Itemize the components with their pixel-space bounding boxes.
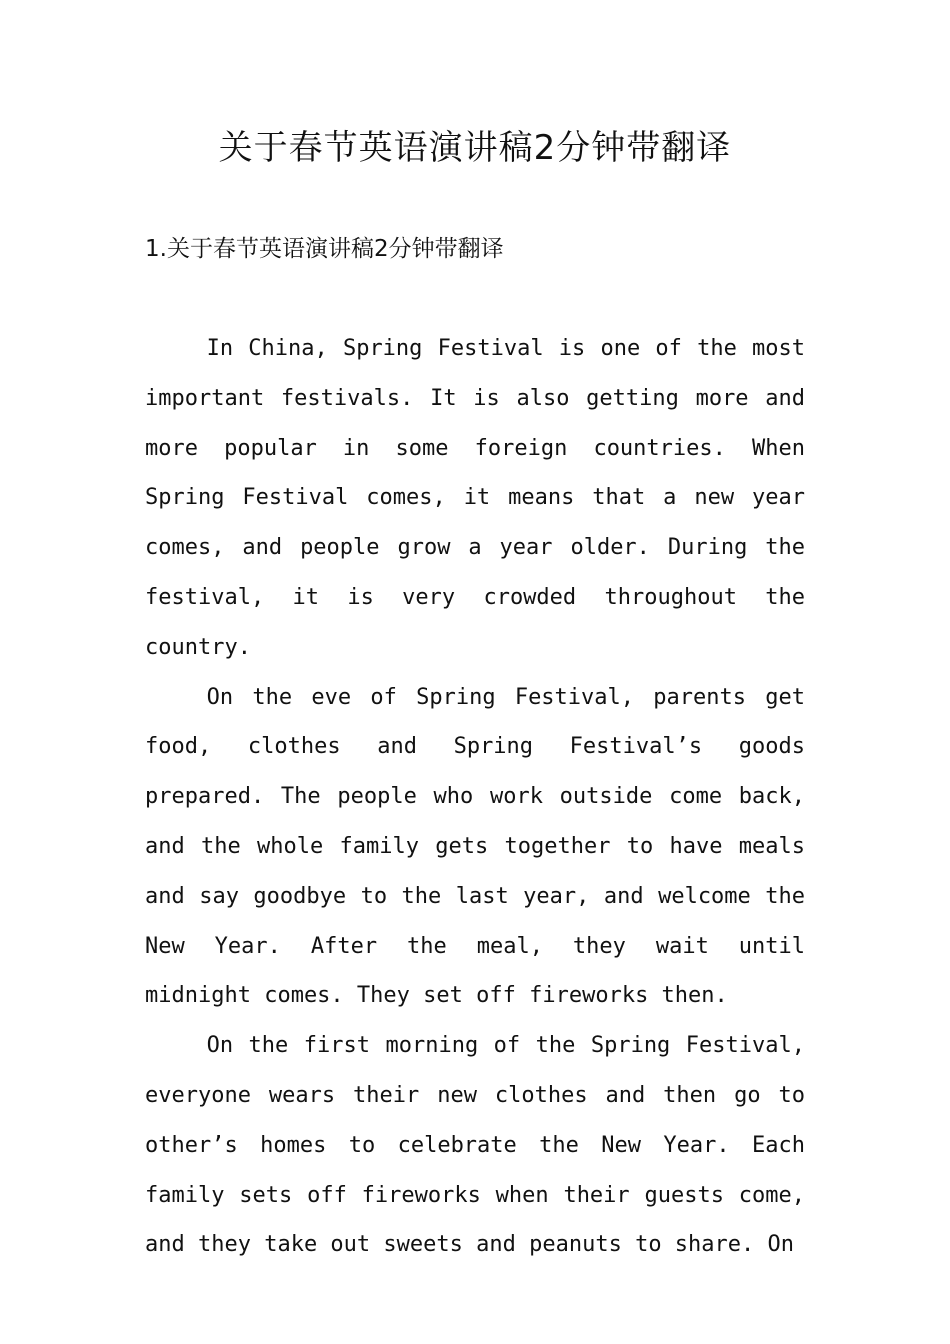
paragraph: On the eve of Spring Festival, parents get food, clothes and Spring Festival’s goods prepared. The people who work outside come back, and the whole family gets together to have meals and say goodbye to the last year, and welcome the New Year. After the meal, they wait until midnight comes. They set off fireworks then. [145, 684, 805, 1009]
section-heading: 1.关于春节英语演讲稿2分钟带翻译 [145, 236, 504, 262]
paragraph: On the first morning of the Spring Festival, everyone wears their new clothes and then go to other’s homes to celebrate the New Year. Each family sets off fireworks when their guests come, and they take out sweets and peanuts to share. On [145, 1033, 805, 1258]
document-title: 关于春节英语演讲稿2分钟带翻译 [218, 128, 732, 168]
document-body [145, 324, 805, 1270]
paragraph: In China, Spring Festival is one of the most important festivals. It is also getting more and more popular in some foreign countries. When Spring Festival comes, it means that a new year comes, and people grow a year older. During the festival, it is very crowded throughout the country. [145, 336, 805, 660]
